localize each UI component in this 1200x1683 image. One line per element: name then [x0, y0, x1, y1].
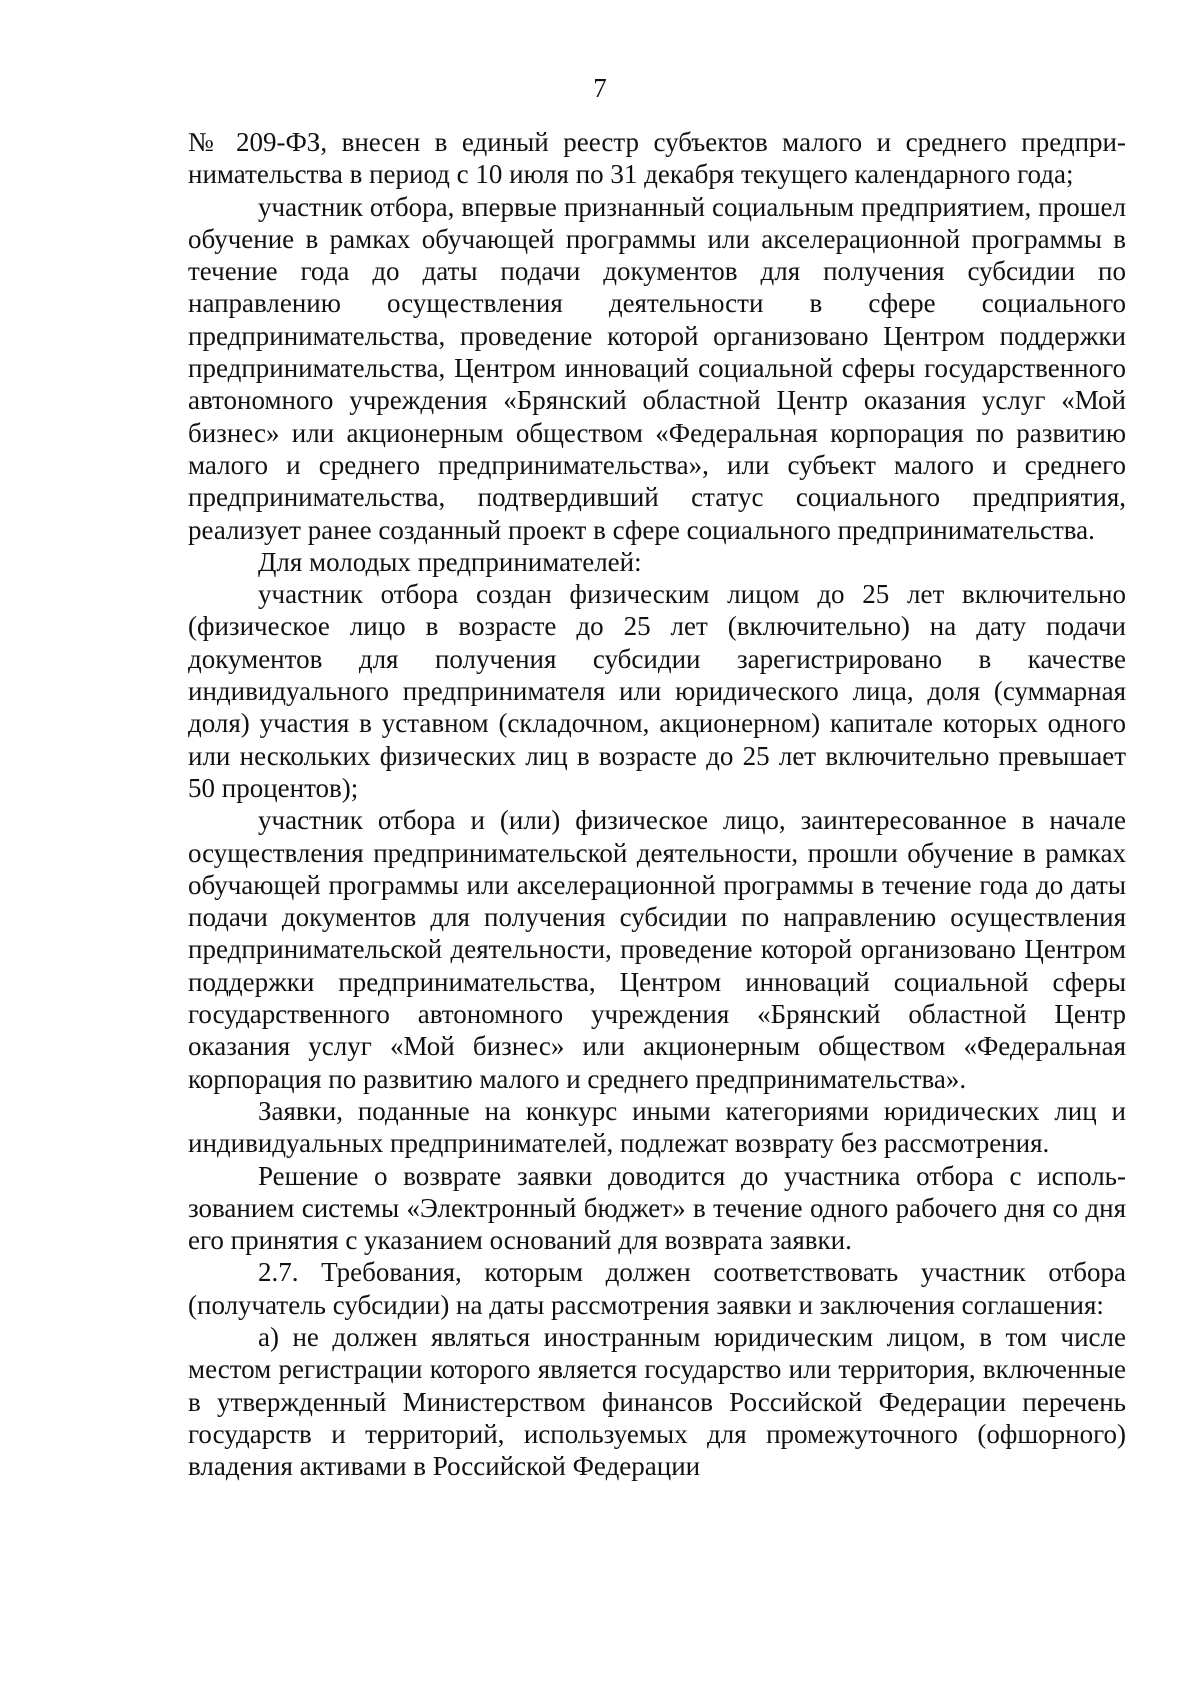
- paragraph-young-founder: участник отбора создан физическим лицом до 25 лет включительно (физическое лицо в возрасте до 25 лет (включительно) на дату подачи документов для получения субсидии зарегистрировано в качестве индивидуального предпринимателя или юридического лица, доля (суммарная доля) участия в уставном (складочном, акционерном) капитале которых одного или нескольких физических лиц в возрасте до 25 лет включительно превышает 50 процентов);: [188, 579, 1126, 803]
- paragraph-young-entrepreneurs-heading: Для молодых предпринимателей:: [258, 546, 642, 577]
- paragraph-continuation: № 209-ФЗ, внесен в единый реестр субъектов малого и среднего предпринимательства в период с 10 июля по 31 декабря текущего календарного года;: [188, 127, 1126, 190]
- document-body: [188, 126, 1126, 1482]
- paragraph-social-enterprise: участник отбора, впервые признанный социальным предприятием, прошел обучение в рамках обучающей программы или акселерационной программы в течение года до даты подачи документов для получения субсидии по направлению осуществления деятельности в сфере социального предпринимательства, проведение которой организовано Центром поддержки предпринимательства, Центром инноваций социальной сферы государственного автономного учреждения «Брянский областной Центр оказания услуг «Мой бизнес» или акционерным обществом «Федеральная корпорация по развитию малого и среднего предпринимательства», или субъект малого и среднего предпринимательства, подтвердивший статус социального предприятия, реализует ранее созданный проект в сфере социального предпринимательства.: [188, 191, 1126, 545]
- paragraph-requirements-2-7: 2.7. Требования, которым должен соответствовать участник отбора (получатель субсидии) на даты рассмотрения заявки и заключения соглашения:: [188, 1257, 1126, 1320]
- paragraph-return-without-review: Заявки, поданные на конкурс иными категориями юридических лиц и индивидуальных предпринимателей, подлежат возврату без рассмотрения.: [188, 1095, 1126, 1159]
- paragraph-requirement-a: а) не должен являться иностранным юридическим лицом, в том числе местом регистрации которого является государство или территория, включенные в утвержденный Министерством финансов Российской Федерации перечень государств и территорий, используемых для промежуточного (офшорного) владения активами в Российской Федерации: [188, 1321, 1126, 1482]
- paragraph-return-decision: Решение о возврате заявки доводится до участника отбора с использованием системы «Электронный бюджет» в течение одного рабочего дня со дня его принятия с указанием оснований для возврата заявки.: [188, 1160, 1126, 1256]
- paragraph-training: участник отбора и (или) физическое лицо, заинтересованное в начале осуществления предпринимательской деятельности, прошли обучение в рамках обучающей программы или акселерационной программы в течение года до даты подачи документов для получения субсидии по направлению осуществления предпринимательской деятельности, проведение которой организовано Центром поддержки предпринимательства, Центром инноваций социальной сферы государственного автономного учреждения «Брянский областной Центр оказания услуг «Мой бизнес» или акционерным обществом «Федеральная корпорация по развитию малого и среднего предпринимательства».: [188, 805, 1126, 1094]
- page-number: 7: [593, 73, 607, 103]
